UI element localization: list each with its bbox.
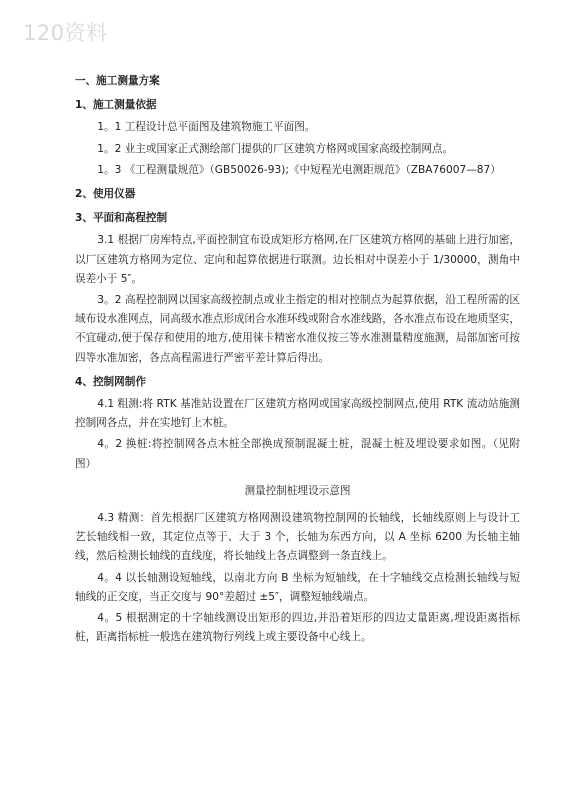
subsection-heading-1: 1、施工测量依据 — [75, 99, 157, 112]
paragraph-1-3: 1。3 《工程测量规范》（GB50026-93);《中短程光电测距规范》（ZBA76007—87） — [97, 163, 501, 176]
subsection-heading-2: 2、使用仪器 — [75, 188, 136, 201]
watermark-logo: 120资料 — [23, 21, 108, 45]
paragraph-4-1: 4.1 粗测:将 RTK 基准站设置在厂区建筑方格网或国家高级控制网点,使用 RTK 流动站施测控制网各点，并在实地钉上木桩。 — [75, 398, 520, 430]
document-body — [75, 72, 520, 649]
section-heading-1: 一、施工测量方案 — [75, 75, 160, 87]
subsection-heading-4: 4、控制网制作 — [75, 375, 146, 388]
paragraph-1-2: 1。2 业主或国家正式测绘部门提供的厂区建筑方格网或国家高级控制网点。 — [97, 142, 454, 155]
paragraph-4-2: 4。2 换桩:将控制网各点木桩全部换成预制混凝土桩，混凝土桩及埋设要求如图。（见附图） — [75, 438, 520, 470]
paragraph-4-3: 4.3 精测：首先根据厂区建筑方格网测设建筑物控制网的长轴线，长轴线原则上与设计工艺长轴线相一致，其定位点等于、大于 3 个，长轴为东西方向，以 A 坐标 6200 为长轴主轴线，然后检测长轴线的直线度，将长轴线上各点调整到一条直线上。 — [75, 512, 520, 563]
figure-caption: 测量控制桩埋设示意图 — [244, 484, 351, 497]
subsection-heading-3: 3、平面和高程控制 — [75, 212, 168, 225]
paragraph-4-5: 4。5 根据测定的十字轴线测设出矩形的四边,并沿着矩形的四边丈量距离,埋设距离指标桩，距离指标桩一般选在建筑物行列线上或主要设备中心线上。 — [75, 612, 520, 644]
paragraph-1-1: 1。1 工程设计总平面图及建筑物施工平面图。 — [97, 121, 316, 134]
paragraph-4-4: 4。4 以长轴测设短轴线，以南北方向 B 坐标为短轴线，在十字轴线交点检测长轴线与短轴线的正交度，当正交度与 90°差超过 ±5″，调整短轴线端点。 — [75, 571, 520, 603]
paragraph-3-1: 3.1 根据厂房库特点,平面控制宜布设成矩形方格网,在厂区建筑方格网的基础上进行加密，以厂区建筑方格网为定位、定向和起算依据进行联测。边长相对中误差小于 1/30000，测角中误差小于 5″。 — [75, 234, 520, 285]
paragraph-3-2: 3。2 高程控制网以国家高级控制点或业主指定的相对控制点为起算依据，沿工程所需的区域布设水准网点，同高级水准点形成闭合水准环线或附合水准线路，各水准点布设在地质坚实，不宜碰动,便于保存和使用的地方,使用徕卡精密水准仪按三等水准测量精度施测，局部加密可按四等水准加密，各点高程需进行严密平差计算后得出。 — [75, 294, 520, 364]
